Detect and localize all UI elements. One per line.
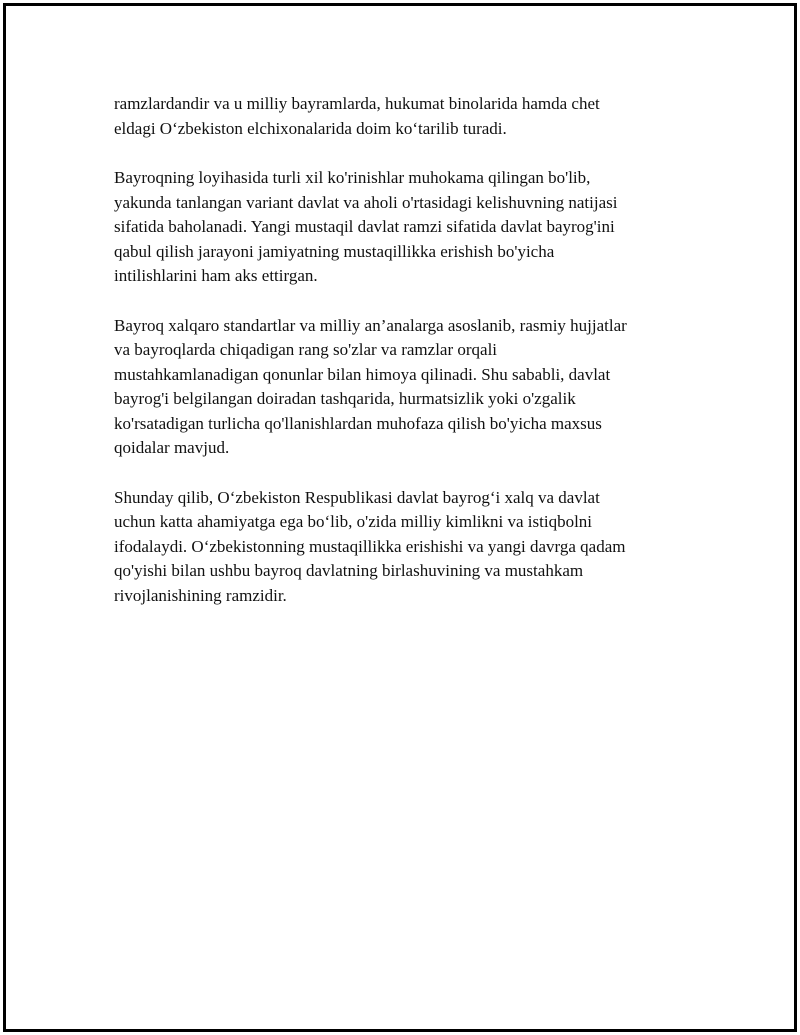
- paragraph: Shunday qilib, O‘zbekiston Respublikasi davlat bayrog‘i xalq va davlat uchun katta ahamiyatga ega bo‘lib, o'zida milliy kimlikni va istiqbolni ifodalaydi. O‘zbekistonning mustaqillikka erishishi va yangi davrga qadam qo'yishi bilan ushbu bayroq davlatning birlashuvining va mustahkam rivojlanishining ramzidir.: [114, 487, 626, 605]
- document-body: [114, 92, 674, 633]
- paragraph: Bayroqning loyihasida turli xil ko'rinishlar muhokama qilingan bo'lib, yakunda tanlangan variant davlat va aholi o'rtasidagi kelishuvning natijasi sifatida baholanadi. Yangi mustaqil davlat ramzi sifatida davlat bayrog'ini qabul qilish jarayoni jamiyatning mustaqillikka erishish bo'yicha intilishlarini ham aks ettirgan.: [114, 168, 618, 285]
- paragraph: ramzlardandir va u milliy bayramlarda, hukumat binolarida hamda chet eldagi O‘zbekiston elchixonalarida doim ko‘tarilib turadi.: [114, 94, 600, 138]
- paragraph: Bayroq xalqaro standartlar va milliy an’analarga asoslanib, rasmiy hujjatlar va bayroqlarda chiqadigan rang so'zlar va ramzlar orqali mustahkamlanadigan qonunlar bilan himoya qilinadi. Shu sababli, davlat bayrog'i belgilangan doiradan tashqarida, hurmatsizlik yoki o'zgalik ko'rsatadigan turlicha qo'llanishlardan muhofaza qilish bo'yicha maxsus qoidalar mavjud.: [114, 315, 627, 457]
